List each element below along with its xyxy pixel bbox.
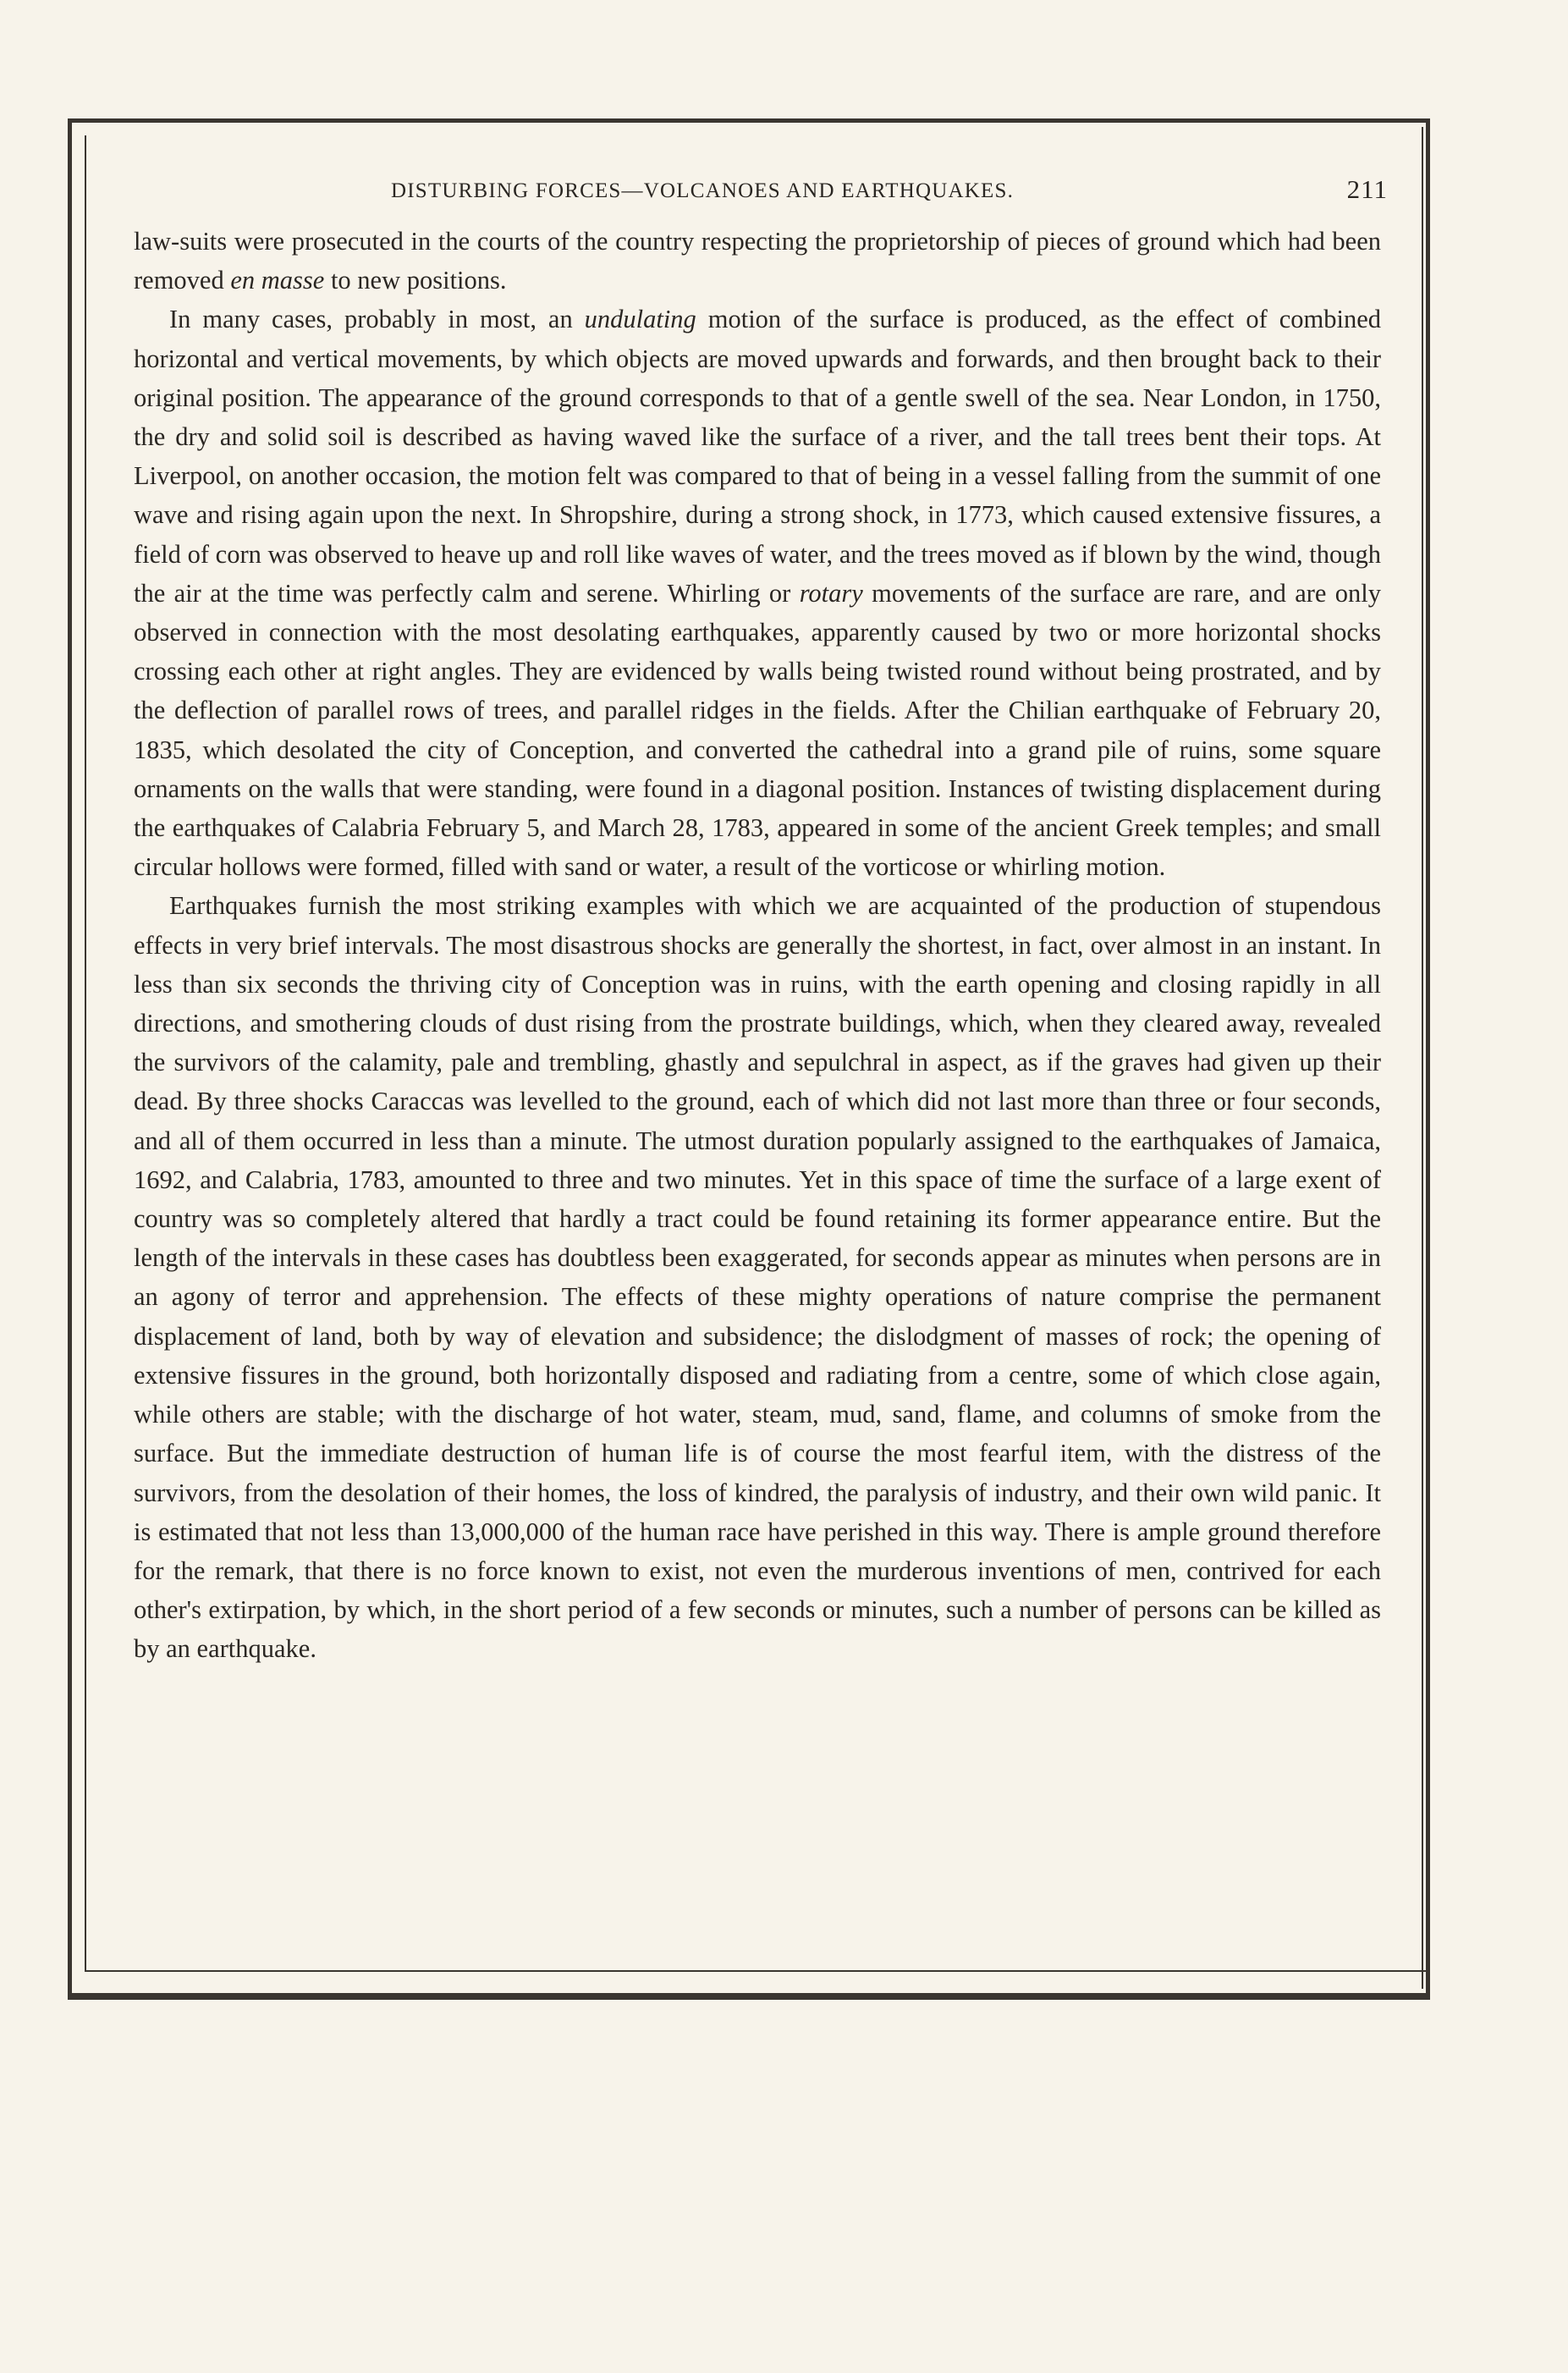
page-border-bottom-rule xyxy=(68,1997,1430,2000)
paragraph-3: Earthquakes furnish the most striking examples with which we are acquainted of the production of stupendous effects in very brief intervals. The most disastrous shocks are generally the shortest, in fact, over almost in an instant. In less than six seconds the thriving city of Conception was in ruins, with the earth opening and closing rapidly in all directions, and smothering clouds of dust rising from the prostrate buildings, which, when they cleared away, revealed the survivors of the calamity, pale and trembling, ghastly and sepulchral in aspect, as if the graves had given up their dead. By three shocks Caraccas was levelled to the ground, each of which did not last more than three or four seconds, and all of them occurred in less than a minute. The utmost duration popularly assigned to the earthquakes of Jamaica, 1692, and Calabria, 1783, amounted to three and two minutes. Yet in this space of time the surface of a large exent of country was so completely altered that hardly a tract could be found retaining its former appearance entire. But the length of the intervals in these cases has doubtless been exaggerated, for seconds appear as minutes when persons are in an agony of terror and apprehension. The effects of these mighty operations of nature comprise the permanent displacement of land, both by way of elevation and subsidence; the dislodgment of masses of rock; the opening of extensive fissures in the ground, both horizontally disposed and radiating from a centre, some of which close again, while others are stable; with the discharge of hot water, steam, mud, sand, flame, and columns of smoke from the surface. But the immediate destruction of human life is of course the most fearful item, with the distress of the survivors, from the desolation of their homes, the loss of kindred, the paralysis of industry, and their own wild panic. It is estimated that not less than 13,000,000 of the human race have perished in this way. There is ample ground therefore for the remark, that there is no force known to exist, not even the murderous inventions of men, contrived for each other's extirpation, by which, in the short period of a few seconds or minutes, such a number of persons can be killed as by an earthquake. xyxy=(134,891,1381,1664)
paragraph-2-italic-undulating: undulating xyxy=(584,305,696,334)
paragraph-1 xyxy=(134,222,1381,300)
paragraph-2 xyxy=(134,300,1381,886)
paragraph-2-text-a: In many cases, probably in most, an xyxy=(169,305,585,334)
page-border-right-rule xyxy=(1422,127,1423,1989)
paragraph-2-text-b: motion of the surface is produced, as the effect of combined horizontal and vertical movements, by which objects are moved upwards and forwards, and then brought back to their original position. The appearance of the ground corresponds to that of a gentle swell of the sea. Near London, in 1750, the dry and solid soil is described as having waved like the surface of a river, and the tall trees bent their tops. At Liverpool, on another occasion, the motion felt was compared to that of being in a vessel falling from the summit of one wave and rising again upon the next. In Shropshire, during a strong shock, in 1773, which caused extensive fissures, a field of corn was observed to heave up and roll like waves of water, and the trees moved as if blown by the wind, though the air at the time was perfectly calm and serene. Whirling or xyxy=(134,305,1382,608)
paragraph-1-italic: en masse xyxy=(230,266,325,295)
text-body xyxy=(134,222,1381,1669)
paragraph-2-italic-rotary: rotary xyxy=(799,578,863,608)
running-head xyxy=(127,176,1388,210)
running-title: DISTURBING FORCES—VOLCANOES AND EARTHQUAKES. xyxy=(391,179,1015,202)
paragraph-2-text-c: movements of the surface are rare, and are only observed in connection with the most desolating earthquakes, apparently caused by two or more horizontal shocks crossing each other at right angles. They are evidenced by walls being twisted round without being prostrated, and by the deflection of parallel rows of trees, and parallel ridges in the fields. After the Chilian earthquake of February 20, 1835, which desolated the city of Conception, and converted the cathedral into a grand pile of ruins, some square ornaments on the walls that were standing, were found in a diagonal position. Instances of twisting displacement during the earthquakes of Calabria February 5, and March 28, 1783, appeared in some of the ancient Greek temples; and small circular hollows were formed, filled with sand or water, a result of the vorticose or whirling motion. xyxy=(134,578,1381,882)
paragraph-1-text-b: to new positions. xyxy=(324,266,507,295)
paragraph-1-text-a: law-suits were prosecuted in the courts of the country respecting the proprietorship of pieces of ground which had been removed xyxy=(134,227,1381,295)
page-number: 211 xyxy=(1346,174,1388,204)
